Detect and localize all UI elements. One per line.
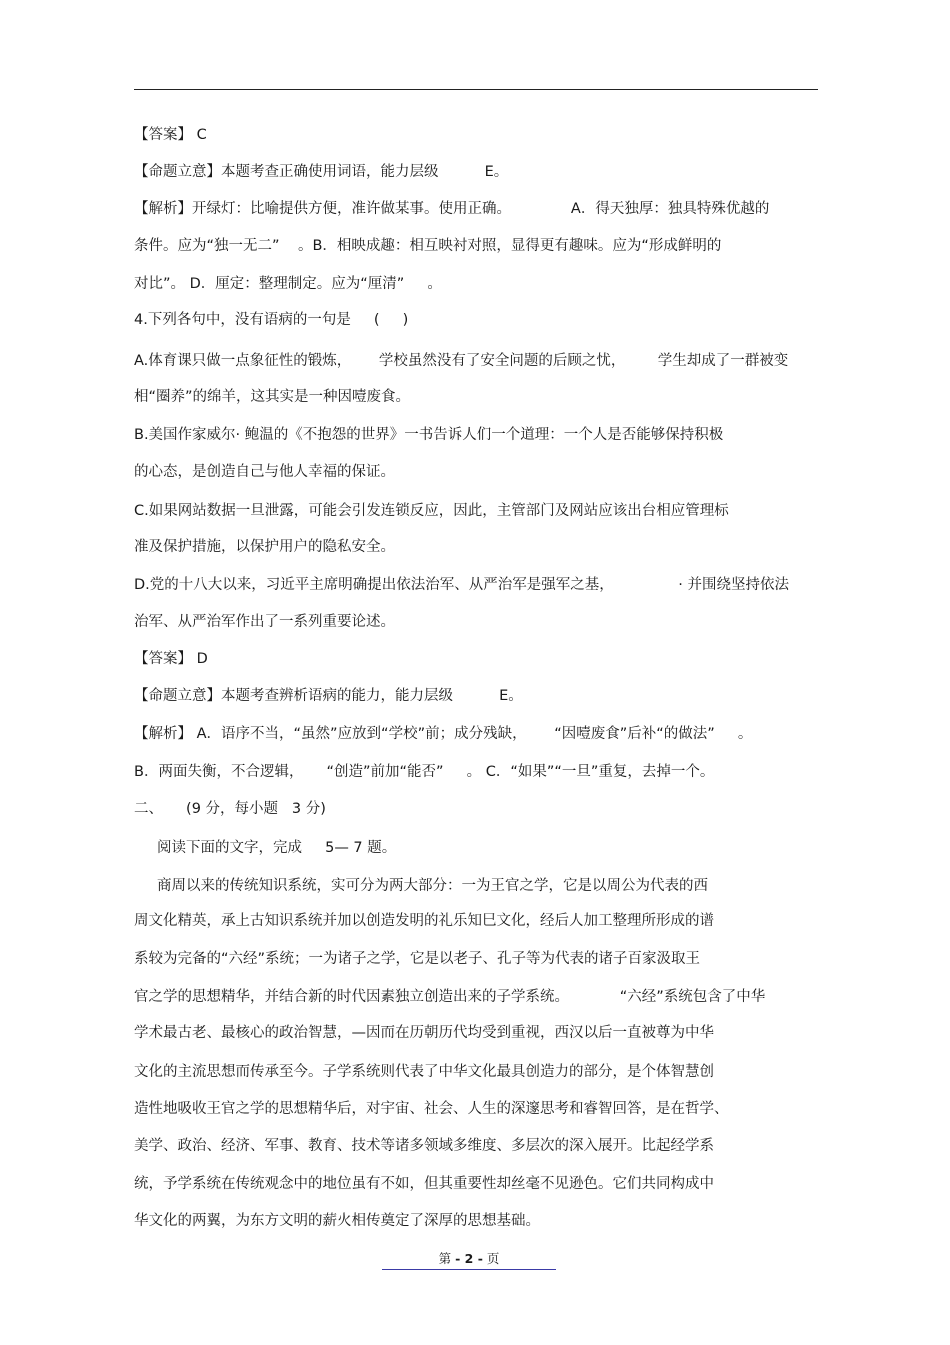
passage-line: 统，予学系统在传统观念中的地位虽有不如，但其重要性却丝毫不见逊色。它们共同构成中 — [134, 1176, 714, 1192]
text-line: 【命题立意】本题考查辨析语病的能力，能力层级 E。 — [134, 688, 523, 704]
text-line: 治军、从严治军作出了一系列重要论述。 — [134, 614, 395, 630]
passage-line: 官之学的思想精华，并结合新的时代因素独立创造出来的子学系统。 “六经”系统包含了中华 — [134, 989, 766, 1005]
passage-line: 华文化的两翼，为东方文明的薪火相传奠定了深厚的思想基础。 — [134, 1213, 540, 1229]
text-line: 【解析】开绿灯：比喻提供方便，准许做某事。使用正确。 A．得天独厚：独具特殊优越的 — [134, 201, 770, 217]
text-line: 【命题立意】本题考查正确使用词语，能力层级 E。 — [134, 164, 509, 180]
text-line: 相“圈养”的绵羊，这其实是一种因噎废食。 — [134, 389, 411, 405]
answer-label: 【答案】 D — [134, 651, 208, 667]
passage-line: 文化的主流思想而传承至今。子学系统则代表了中华文化最具创造力的部分，是个体智慧创 — [134, 1064, 714, 1080]
passage-line: 学术最古老、最核心的政治智慧，—因而在历朝历代均受到重视，西汉以后一直被尊为中华 — [134, 1025, 714, 1041]
text-line: 【解析】 A．语序不当，“虽然”应放到“学校”前；成分残缺， “因噎废食”后补“的做法” 。 — [134, 726, 753, 742]
text-line: 的心态，是创造自己与他人幸福的保证。 — [134, 464, 395, 480]
passage-line: 造性地吸收王官之学的思想精华后，对宇宙、社会、人生的深邃思考和睿智回答，是在哲学、 — [134, 1101, 729, 1117]
page-number: - 2 - — [455, 1251, 483, 1266]
section-heading: 二、 (9 分，每小题 3 分) — [134, 801, 326, 817]
text-line: 【答案】 C — [134, 127, 207, 143]
page-footer — [382, 1250, 556, 1270]
option-c: C.如果网站数据一旦泄露，可能会引发连锁反应，因此，主管部门及网站应该出台相应管理标 — [134, 503, 729, 519]
passage-line: 商周以来的传统知识系统，实可分为两大部分：一为王官之学，它是以周公为代表的西 — [134, 878, 709, 894]
option-d: D.党的十八大以来，习近平主席明确提出依法治军、从严治军是强军之基， · 并围绕坚持依法 — [134, 577, 790, 593]
option-b: B.美国作家威尔· 鲍温的《不抱怨的世界》一书告诉人们一个道理：一个人是否能够保持积极 — [134, 427, 724, 443]
text-line: B．两面失衡，不合逻辑， “创造”前加“能否” 。 C．“如果”“一旦”重复，去掉一个。 — [134, 764, 715, 780]
header-rule — [134, 89, 818, 90]
question-4: 4.下列各句中，没有语病的一句是 ( ) — [134, 312, 409, 328]
instruction: 阅读下面的文字，完成 5— 7 题。 — [134, 840, 397, 856]
footer-prefix: 第 — [438, 1251, 452, 1266]
passage-line: 系较为完备的“六经”系统；一为诸子之学，它是以老子、孔子等为代表的诸子百家汲取王 — [134, 951, 701, 967]
passage-line: 美学、政治、经济、军事、教育、技术等诸多领域多维度、多层次的深入展开。比起经学系 — [134, 1138, 714, 1154]
footer-underline — [382, 1269, 556, 1270]
footer-suffix: 页 — [486, 1251, 500, 1266]
text-line: 对比”。 D．厘定：整理制定。应为“厘清” 。 — [134, 276, 442, 292]
text-line: 条件。应为“独一无二” 。B．相映成趣：相互映衬对照，显得更有趣味。应为“形成鲜明的 — [134, 238, 722, 254]
text-line: 准及保护措施，以保护用户的隐私安全。 — [134, 539, 395, 555]
option-a: A.体育课只做一点象征性的锻炼， 学校虽然没有了安全问题的后顾之忧， 学生却成了一群被变 — [134, 353, 789, 369]
passage-line: 周文化精英，承上古知识系统并加以创造发明的礼乐知巳文化，经后人加工整理所形成的谱 — [134, 913, 714, 929]
